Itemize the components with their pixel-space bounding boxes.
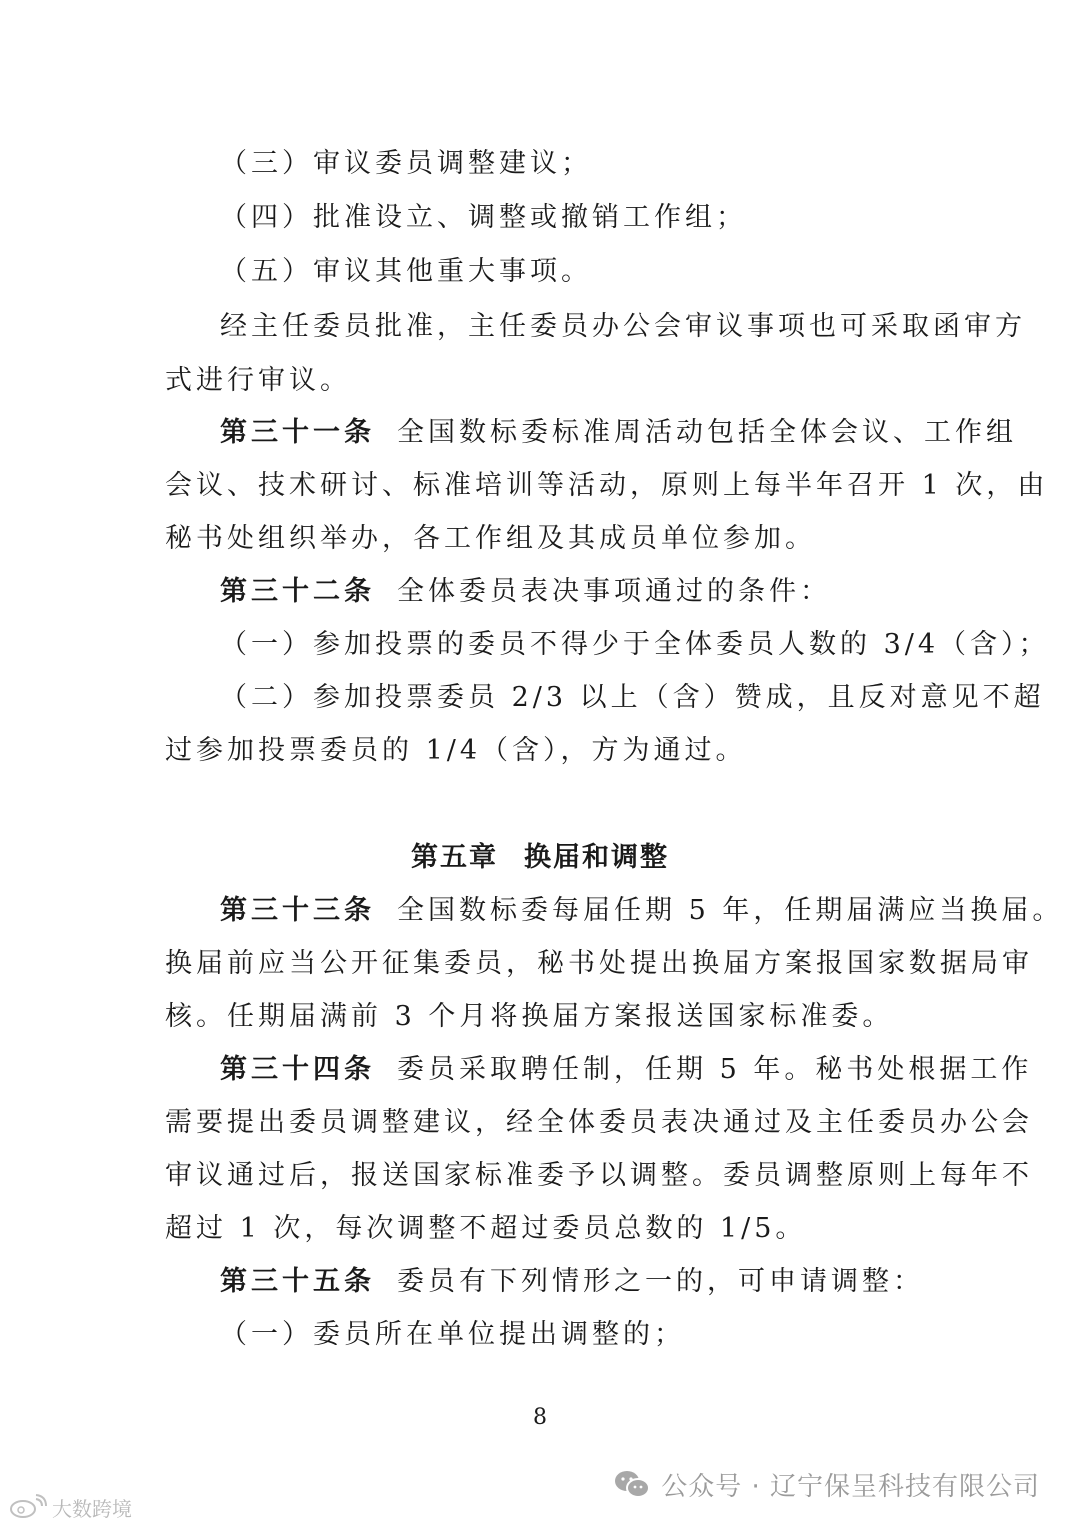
text-line: 核。任期届满前 3 个月将换届方案报送国家标准委。 [165,1001,894,1032]
article-31-line: 第三十一条 全国数标委标准周活动包括全体会议、工作组 [220,417,1017,448]
text-line: 式进行审议。 [165,365,351,396]
text-line: 审议通过后，报送国家标准委予以调整。委员调整原则上每年不 [165,1160,1033,1191]
chapter-number: 第五章 [411,842,498,873]
text-line: （二）参加投票委员 2/3 以上（含）赞成，且反对意见不超 [220,682,1045,713]
wechat-watermark [613,1464,1040,1504]
article-33-line: 第三十三条 全国数标委每届任期 5 年，任期届满应当换届。 [220,895,1064,926]
text-line: 过参加投票委员的 1/4（含），方为通过。 [165,735,747,766]
article-heading: 第三十四条 [220,1054,375,1085]
text-line: 需要提出委员调整建议，经全体委员表决通过及主任委员办公会 [165,1107,1033,1138]
text-line: （四）批准设立、调整或撤销工作组； [220,202,747,233]
article-heading: 第三十一条 [220,417,375,448]
text-line: （五）审议其他重大事项。 [220,256,592,287]
weibo-icon [8,1494,48,1520]
text-line: 秘书处组织举办，各工作组及其成员单位参加。 [165,523,816,554]
weibo-account-text: 大数跨境 [52,1496,132,1521]
weibo-watermark [8,1490,132,1524]
chapter-title: 换届和调整 [524,842,669,873]
text-line: 会议、技术研讨、标准培训等活动，原则上每半年召开 1 次，由 [165,470,1049,501]
wechat-icon [613,1468,651,1500]
article-34-line: 第三十四条 委员采取聘任制，任期 5 年。秘书处根据工作 [220,1054,1033,1085]
article-35-line: 第三十五条 委员有下列情形之一的，可申请调整： [220,1266,924,1297]
wechat-account-text: 公众号 · 辽宁保呈科技有限公司 [661,1471,1040,1502]
article-heading: 第三十二条 [220,576,375,607]
text-line: 超过 1 次，每次调整不超过委员总数的 1/5。 [165,1213,807,1244]
article-heading: 第三十三条 [220,895,375,926]
article-heading: 第三十五条 [220,1266,375,1297]
text-line: （一）参加投票的委员不得少于全体委员人数的 3/4（含）； [220,629,1050,660]
article-32-line: 第三十二条 全体委员表决事项通过的条件： [220,576,831,607]
page-number: 8 [533,1405,547,1430]
text-line: （一）委员所在单位提出调整的； [220,1319,685,1350]
chapter-heading [0,840,1080,876]
text-line: （三）审议委员调整建议； [220,148,592,179]
text-line: 换届前应当公开征集委员，秘书处提出换届方案报国家数据局审 [165,948,1033,979]
text-line: 经主任委员批准，主任委员办公会审议事项也可采取函审方 [220,311,1026,342]
